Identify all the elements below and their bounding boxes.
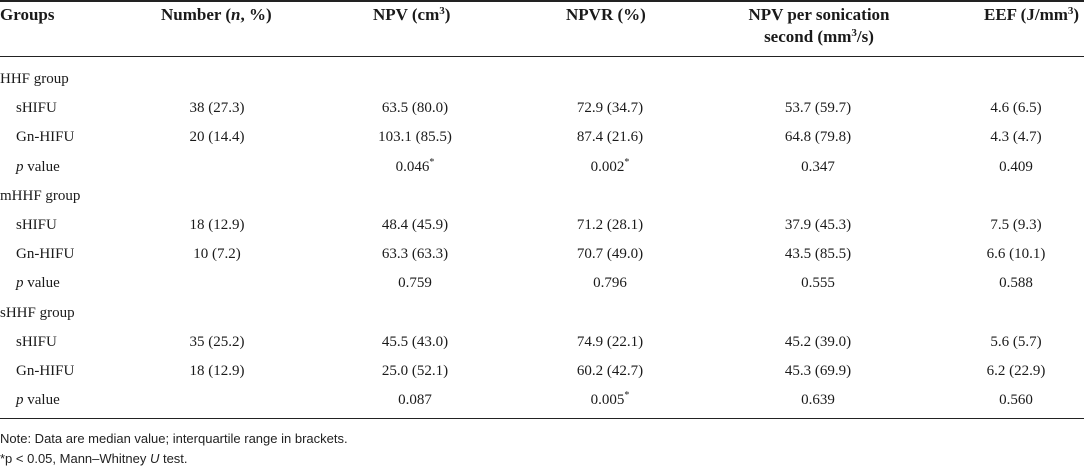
cell-eef: 5.6 (5.7) (990, 333, 1042, 350)
cell-number: 35 (25.2) (189, 333, 245, 350)
table-row (0, 331, 1084, 353)
cell-nps: 45.3 (69.9) (784, 363, 852, 379)
cell-npv: 45.5 (43.0) (381, 333, 449, 350)
header-npv-per-sonication: NPV per sonication second $(mm^3/s)$ (748, 5, 890, 46)
cell-eef: 4.6 (6.5) (990, 100, 1042, 117)
cell-npvr: 87.4 (21.6) (576, 129, 644, 146)
table-footnote: *p < 0.05, Mann–Whitney U test. (0, 451, 188, 466)
p-nps: 0.555 (801, 275, 835, 292)
cell-npvr: 70.7 (49.0) (576, 246, 644, 263)
table-row (0, 97, 1084, 119)
row-label: Gn-HIFU (16, 129, 75, 146)
header-groups: Groups (0, 5, 55, 24)
cell-number: 18 (12.9) (189, 363, 245, 379)
group-row (0, 68, 1084, 90)
cell-number: 18 (12.9) (189, 217, 245, 233)
p-value-label: p value (16, 158, 60, 175)
cell-npv: 25.0 (52.1) (381, 363, 449, 379)
group-row (0, 302, 1084, 324)
p-value-label: p value (16, 392, 60, 409)
cell-npvr: 60.2 (42.7) (576, 363, 644, 379)
group-row (0, 185, 1084, 207)
header-number: Number (n, %) (161, 5, 272, 24)
cell-nps: 43.5 (85.5) (784, 246, 852, 263)
table-row (0, 360, 1084, 382)
cell-npvr: 74.9 (22.1) (576, 333, 644, 350)
p-nps: 0.639 (801, 392, 835, 409)
p-npvr: 0.002* (590, 156, 630, 175)
row-label: Gn-HIFU (16, 246, 75, 263)
table-row (0, 214, 1084, 236)
p-npv: 0.087 (398, 392, 432, 409)
cell-npv: 63.3 (63.3) (381, 246, 449, 263)
group-label: HHF group (0, 71, 69, 87)
cell-eef: 7.5 (9.3) (990, 217, 1042, 233)
cell-npv: 63.5 (80.0) (381, 100, 449, 117)
row-label: sHIFU (16, 217, 57, 233)
table-row (0, 126, 1084, 148)
header-eef: EEF $(J/mm^3)$ (984, 5, 1080, 24)
cell-npvr: 72.9 (34.7) (576, 100, 644, 117)
p-value-label: p value (16, 275, 60, 292)
header-bottom-rule (0, 56, 1084, 57)
p-npv: 0.759 (398, 275, 432, 292)
p-value-row (0, 156, 1084, 178)
p-npv: 0.046* (395, 156, 435, 175)
cell-nps: 45.2 (39.0) (784, 333, 852, 350)
table-bottom-rule (0, 418, 1084, 419)
cell-nps: 64.8 (79.8) (784, 129, 852, 146)
row-label: Gn-HIFU (16, 363, 75, 379)
p-npvr: 0.796 (593, 275, 627, 292)
p-npvr: 0.005* (590, 390, 630, 409)
cell-number: 10 (7.2) (193, 246, 241, 263)
row-label: sHIFU (16, 100, 57, 117)
cell-eef: 6.6 (10.1) (986, 246, 1046, 263)
significance-star: * (624, 390, 630, 402)
significance-star: * (429, 156, 435, 168)
header-npvr: NPVR (%) (566, 5, 646, 24)
significance-star: * (624, 156, 630, 168)
header-npv: NPV $(cm^3)$ (373, 5, 451, 24)
cell-number: 20 (14.4) (189, 129, 245, 146)
group-label: mHHF group (0, 187, 81, 204)
cell-nps: 37.9 (45.3) (784, 217, 852, 233)
row-label: sHIFU (16, 333, 57, 350)
p-eef: 0.588 (999, 275, 1033, 292)
cell-npvr: 71.2 (28.1) (576, 217, 644, 233)
p-value-row (0, 272, 1084, 294)
cell-npv: 103.1 (85.5) (378, 129, 452, 146)
cell-number: 38 (27.3) (189, 100, 245, 117)
table-row (0, 243, 1084, 265)
table-top-rule (0, 0, 1084, 2)
table-note: Note: Data are median value; interquartile range in brackets. (0, 431, 348, 446)
p-nps: 0.347 (801, 158, 835, 175)
group-label: sHHF group (0, 304, 75, 321)
cell-nps: 53.7 (59.7) (784, 100, 852, 117)
p-eef: 0.409 (999, 158, 1033, 175)
cell-npv: 48.4 (45.9) (381, 217, 449, 233)
p-eef: 0.560 (999, 392, 1033, 409)
cell-eef: 6.2 (22.9) (986, 363, 1046, 379)
cell-eef: 4.3 (4.7) (990, 129, 1042, 146)
p-value-row (0, 389, 1084, 411)
